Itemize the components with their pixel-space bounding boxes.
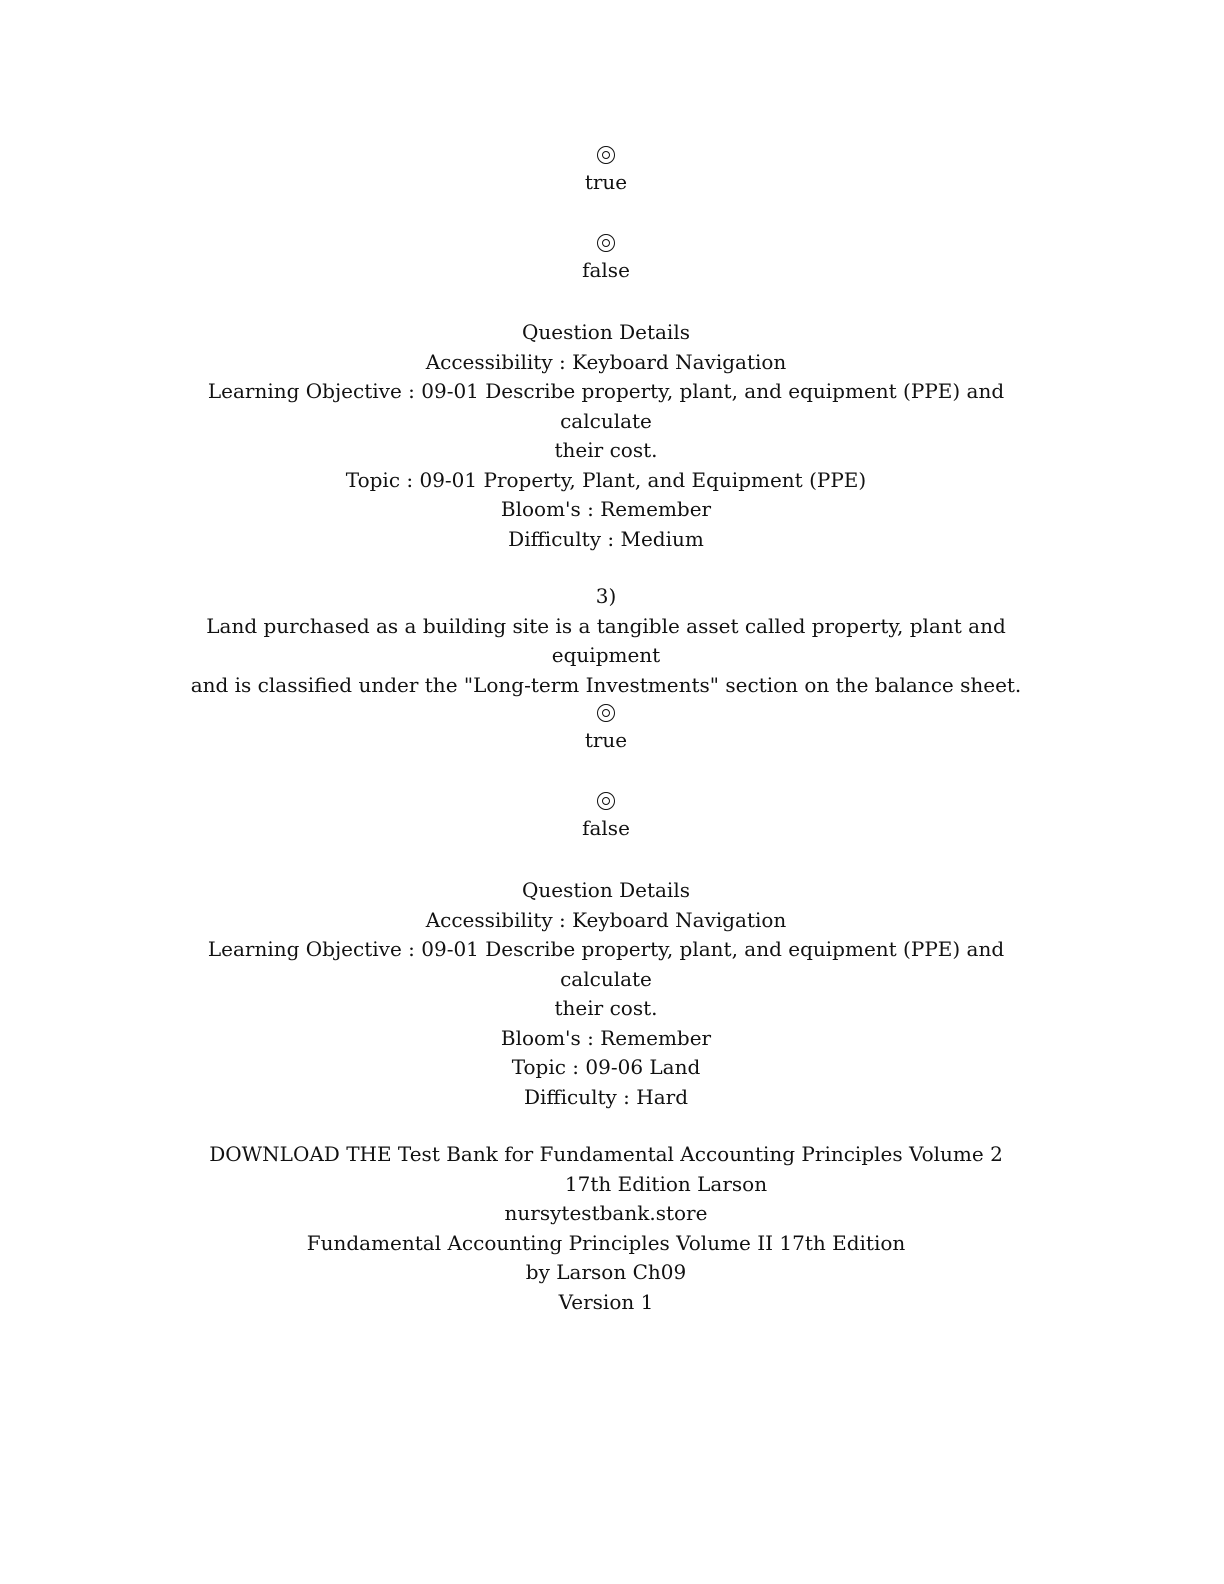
question-text-line: Land purchased as a building site is a tangible asset called property, plant and equipment	[206, 613, 1006, 667]
q3-option-true[interactable]	[180, 704, 1032, 756]
option-label: true	[584, 728, 628, 752]
detail-learning-objective-cont: their cost.	[554, 996, 658, 1020]
detail-accessibility: Accessibility : Keyboard Navigation	[425, 907, 787, 932]
question-number: 3)	[595, 584, 617, 608]
details-heading: Question Details	[522, 878, 690, 902]
footer-line: Fundamental Accounting Principles Volume II 17th Edition	[306, 1230, 906, 1255]
q3-question-details	[180, 876, 1032, 1112]
footer-line: by Larson Ch09	[525, 1260, 687, 1284]
footer-line: nursytestbank.store	[504, 1201, 708, 1225]
detail-topic: Topic : 09-01 Property, Plant, and Equipment (PPE)	[345, 467, 867, 492]
option-label: true	[584, 170, 628, 194]
detail-accessibility: Accessibility : Keyboard Navigation	[425, 349, 787, 374]
detail-topic: Topic : 09-06 Land	[511, 1055, 701, 1079]
q2-option-false[interactable]	[180, 234, 1032, 286]
option-label: false	[582, 258, 630, 282]
q3-option-false[interactable]	[180, 792, 1032, 844]
q2-question-details	[180, 318, 1032, 554]
radio-button-icon[interactable]	[597, 704, 615, 722]
option-label: false	[582, 816, 630, 840]
q2-option-true[interactable]	[180, 146, 1032, 198]
footer-line: DOWNLOAD THE Test Bank for Fundamental Accounting Principles Volume 2	[209, 1142, 1003, 1166]
detail-difficulty: Difficulty : Medium	[508, 526, 704, 551]
detail-difficulty: Difficulty : Hard	[523, 1084, 689, 1109]
detail-learning-objective: Learning Objective : 09-01 Describe property, plant, and equipment (PPE) and calculate	[207, 379, 1005, 433]
detail-blooms: Bloom's : Remember	[500, 497, 712, 521]
footer-line: Version 1	[558, 1289, 654, 1314]
detail-learning-objective-cont: their cost.	[554, 438, 658, 462]
radio-button-icon[interactable]	[597, 234, 615, 252]
detail-blooms: Bloom's : Remember	[500, 1025, 712, 1050]
footer-line: 17th Edition Larson	[564, 1171, 768, 1196]
footer-download-info	[180, 1140, 1032, 1317]
detail-learning-objective: Learning Objective : 09-01 Describe property, plant, and equipment (PPE) and calculate	[207, 937, 1005, 991]
details-heading: Question Details	[522, 320, 690, 344]
radio-button-icon[interactable]	[597, 792, 615, 810]
radio-button-icon[interactable]	[597, 146, 615, 164]
q3-question	[180, 582, 1032, 700]
question-text-line: and is classified under the "Long-term Investments" section on the balance sheet.	[190, 672, 1022, 697]
